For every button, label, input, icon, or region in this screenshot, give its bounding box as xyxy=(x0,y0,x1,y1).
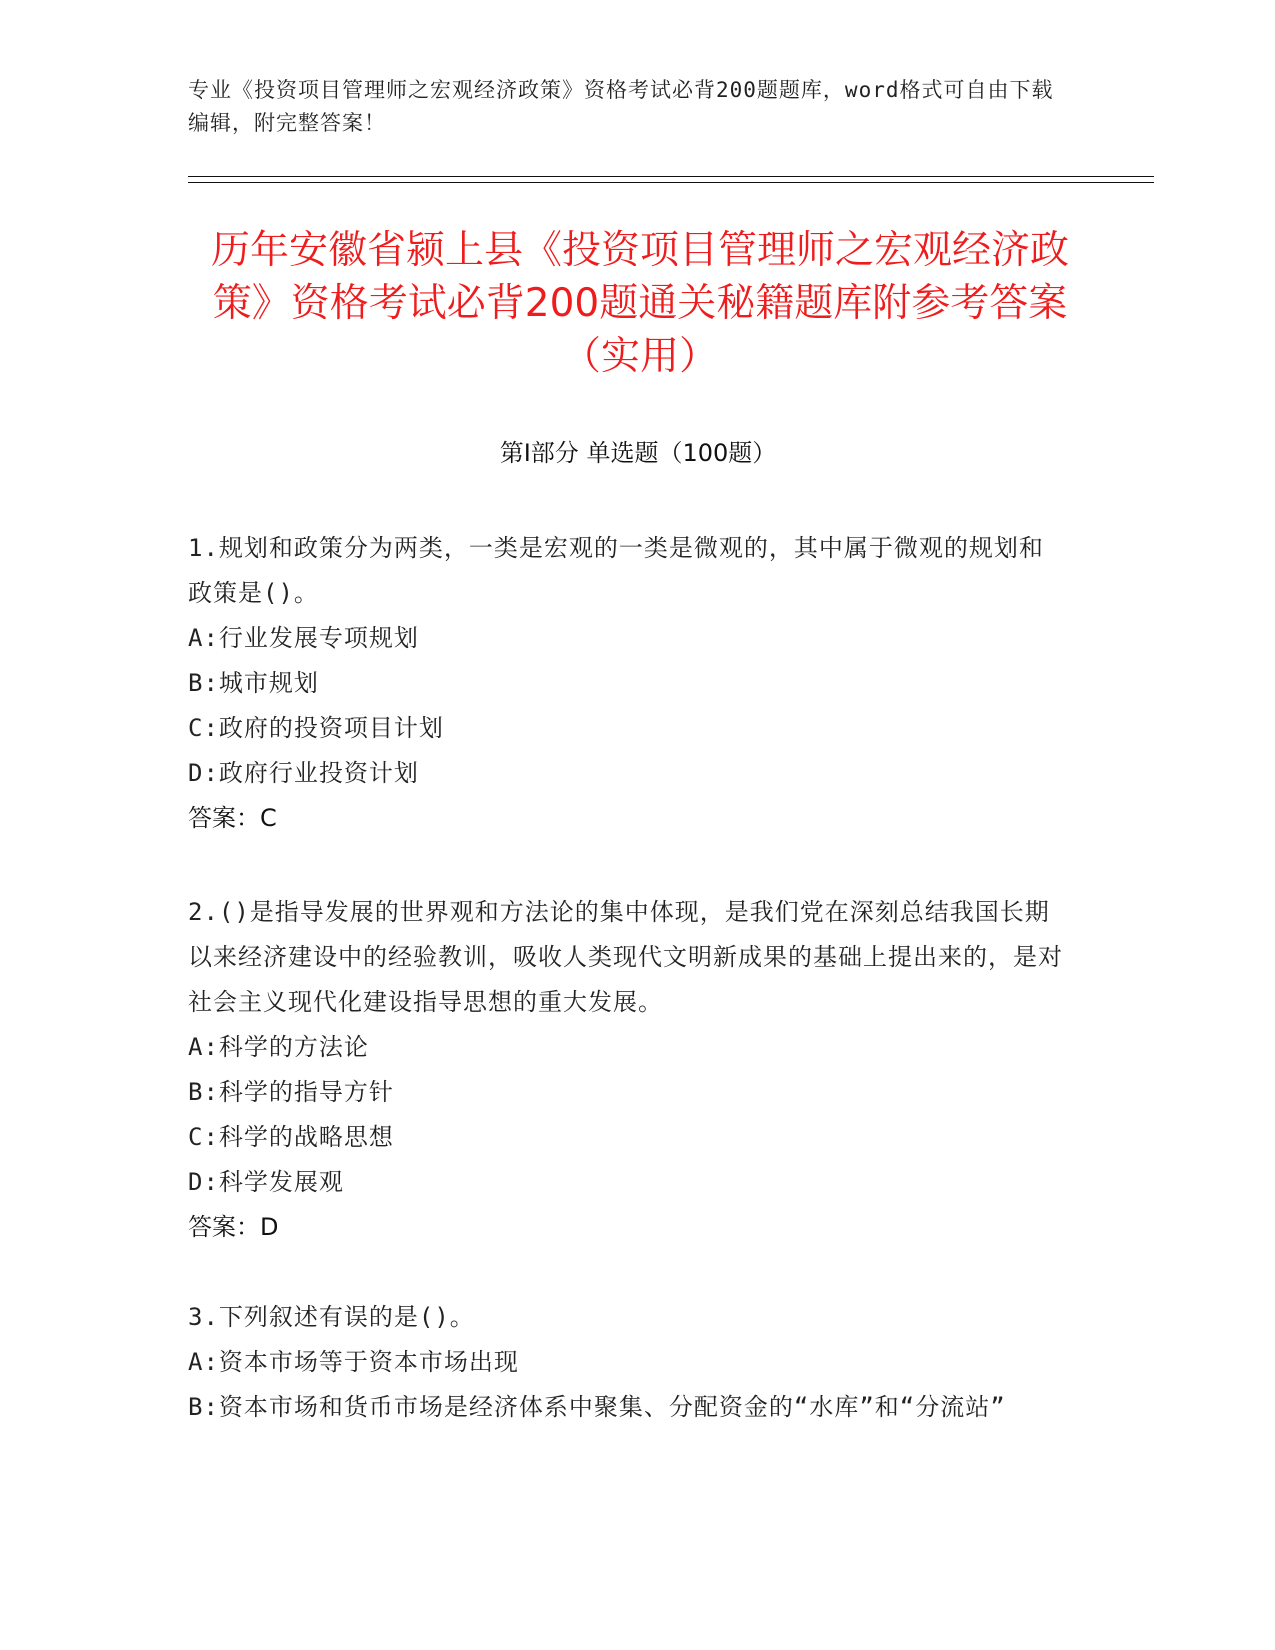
question-stem: 3.下列叙述有误的是()。 xyxy=(188,1303,475,1331)
document-title: 历年安徽省颍上县《投资项目管理师之宏观经济政策》资格考试必背200题通关秘籍题库附参考答案（实用） xyxy=(210,228,1069,379)
answer: 答案：C xyxy=(188,804,277,832)
option-b: B:城市规划 xyxy=(188,669,319,697)
header-divider-top xyxy=(188,176,1154,177)
question-2 xyxy=(188,890,1068,1250)
option-d: D:科学发展观 xyxy=(188,1168,344,1196)
question-stem: 1.规划和政策分为两类，一类是宏观的一类是微观的，其中属于微观的规划和政策是()。 xyxy=(188,534,1044,607)
option-a: A:行业发展专项规划 xyxy=(188,624,419,652)
option-b: B:资本市场和货币市场是经济体系中聚集、分配资金的“水库”和“分流站” xyxy=(188,1393,1006,1421)
option-d: D:政府行业投资计划 xyxy=(188,759,419,787)
option-c: C:政府的投资项目计划 xyxy=(188,714,444,742)
option-c: C:科学的战略思想 xyxy=(188,1123,394,1151)
option-a: A:科学的方法论 xyxy=(188,1033,369,1061)
option-b: B:科学的指导方针 xyxy=(188,1078,394,1106)
answer: 答案：D xyxy=(188,1213,279,1241)
question-1 xyxy=(188,526,1068,841)
question-3 xyxy=(188,1295,1068,1430)
section-title: 第Ⅰ部分 单选题（100题） xyxy=(499,439,777,467)
header-divider-bottom xyxy=(188,182,1154,183)
header-note: 专业《投资项目管理师之宏观经济政策》资格考试必背200题题库，word格式可自由下载编辑，附完整答案！ xyxy=(188,78,1054,135)
question-stem: 2.()是指导发展的世界观和方法论的集中体现，是我们党在深刻总结我国长期以来经济建设中的经验教训，吸收人类现代文明新成果的基础上提出来的，是对社会主义现代化建设指导思想的重大发展。 xyxy=(188,898,1063,1016)
option-a: A:资本市场等于资本市场出现 xyxy=(188,1348,519,1376)
